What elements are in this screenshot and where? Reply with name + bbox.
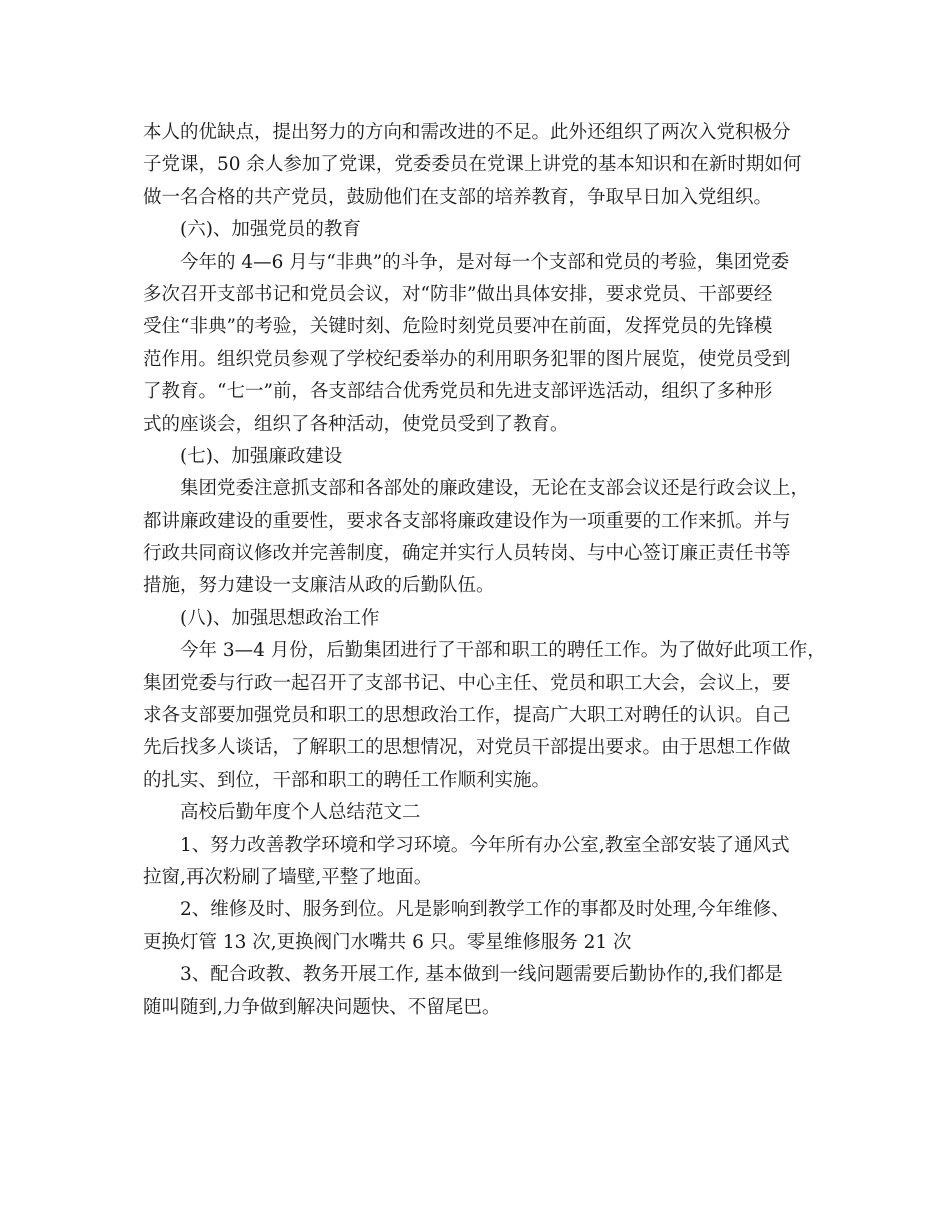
text-line: 范作用。组织党员参观了学校纪委举办的利用职务犯罪的图片展览，使党员受到 xyxy=(143,348,791,370)
section-heading-7: (七)、加强廉政建设 xyxy=(180,445,343,467)
text-line: 更换灯管 13 次,更换阀门水嘴共 6 只。零星维修服务 21 次 xyxy=(143,931,632,953)
text-line: 措施，努力建设一支廉洁从政的后勤队伍。 xyxy=(143,575,495,597)
text-line: 的扎实、到位，干部和职工的聘任工作顺利实施。 xyxy=(143,769,551,791)
text-line: 今年的 4—6 月与“非典”的斗争，是对每一个支部和党员的考验，集团党委 xyxy=(180,251,790,273)
text-line: 先后找多人谈话，了解职工的思想情况，对党员干部提出要求。由于思想工作做 xyxy=(143,737,791,759)
text-line: 拉窗,再次粉刷了墙壁,平整了地面。 xyxy=(143,866,433,888)
text-line: 子党课，50 余人参加了党课，党委委员在党课上讲党的基本知识和在新时期如何 xyxy=(143,154,802,176)
document-body xyxy=(143,117,826,1024)
text-line: 受住“非典”的考验，关键时刻、危险时刻党员要冲在前面，发挥党员的先锋模 xyxy=(143,316,773,338)
section-heading-6: (六)、加强党员的教育 xyxy=(180,219,361,241)
text-line: 随叫随到,力争做到解决问题快、不留尾巴。 xyxy=(143,996,501,1018)
text-line: 式的座谈会，组织了各种活动，使党员受到了教育。 xyxy=(143,413,569,435)
text-line: 行政共同商议修改并完善制度，确定并实行人员转岗、与中心签订廉正责任书等 xyxy=(143,543,791,565)
text-line: 都讲廉政建设的重要性，要求各支部将廉政建设作为一项重要的工作来抓。并与 xyxy=(143,510,791,532)
text-line: 本人的优缺点，提出努力的方向和需改进的不足。此外还组织了两次入党积极分 xyxy=(143,122,791,143)
text-line: 集团党委与行政一起召开了支部书记、中心主任、党员和职工大会，会议上，要 xyxy=(143,672,791,694)
text-line: 1、努力改善教学环境和学习环境。今年所有办公室,教室全部安装了通风式 xyxy=(180,834,790,856)
text-line: 做一名合格的共产党员，鼓励他们在支部的培养教育，争取早日加入党组织。 xyxy=(143,186,773,208)
text-line: 3、配合政教、教务开展工作, 基本做到一线问题需要后勤协作的,我们都是 xyxy=(180,964,783,986)
text-line: 集团党委注意抓支部和各部处的廉政建设，无论在支部会议还是行政会议上， xyxy=(180,478,810,500)
text-line: 多次召开支部书记和党员会议，对“防非”做出具体安排，要求党员、干部要经 xyxy=(143,283,773,305)
text-line: 2、维修及时、服务到位。凡是影响到教学工作的事都及时处理,今年维修、 xyxy=(180,899,790,921)
section-heading-8: (八)、加强思想政治工作 xyxy=(180,607,380,629)
text-line: 了教育。“七一”前，各支部结合优秀党员和先进支部评选活动，组织了多种形 xyxy=(143,381,773,403)
text-line: 今年 3—4 月份，后勤集团进行了干部和职工的聘任工作。为了做好此项工作， xyxy=(180,640,826,662)
document-title-2: 高校后勤年度个人总结范文二 xyxy=(180,802,421,824)
text-line: 求各支部要加强党员和职工的思想政治工作，提高广大职工对聘任的认识。自己 xyxy=(143,705,791,727)
